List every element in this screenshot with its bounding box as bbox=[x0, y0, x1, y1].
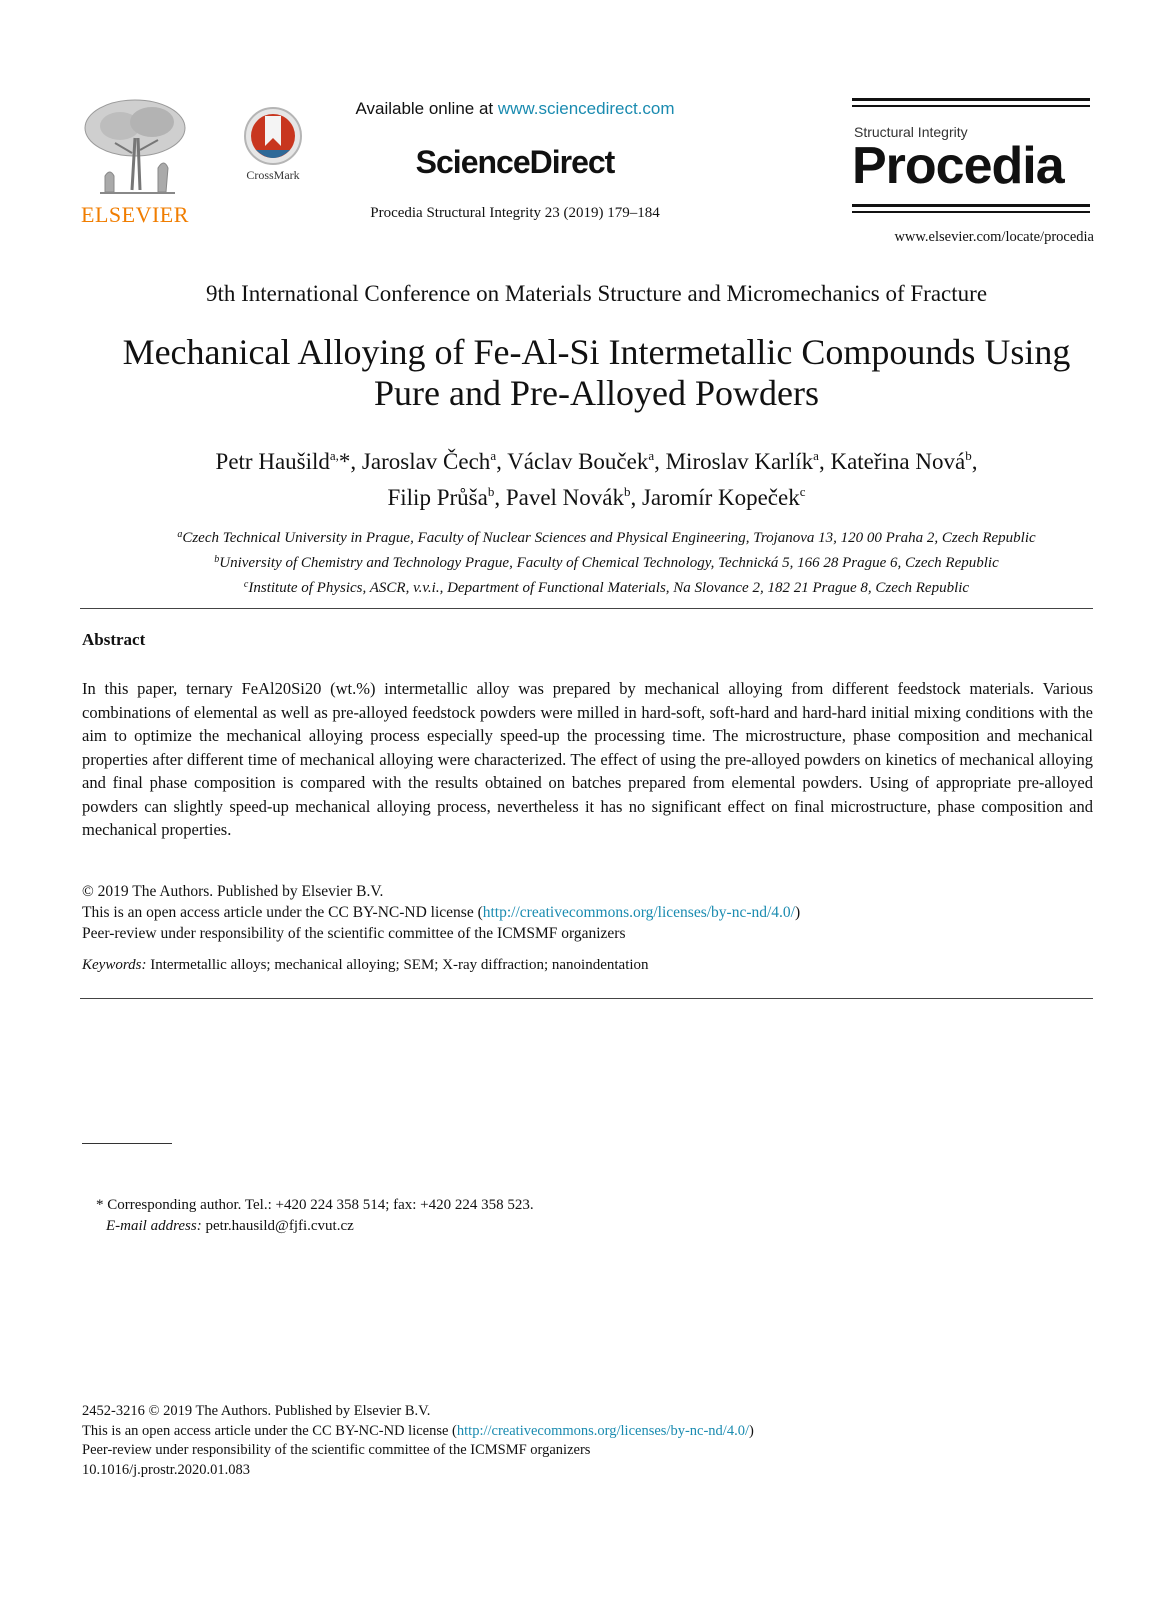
title-line-1: Mechanical Alloying of Fe-Al-Si Intermetallic Compounds Using bbox=[122, 332, 1071, 372]
procedia-bottom-rule bbox=[852, 204, 1090, 207]
keywords-label: Keywords: bbox=[82, 957, 147, 973]
footer-open-access-close: ) bbox=[748, 1422, 754, 1439]
crossmark-badge[interactable] bbox=[236, 106, 310, 184]
abstract-text: In this paper, ternary FeAl20Si20 (wt.%) intermetallic alloy was prepared by mechanical alloying from different feedstock materials. Various combinations of elemental as well as pre-alloyed feedstock powders were milled in hard-soft, soft-hard and hard-hard initial mixing conditions with the aim to optimize the mechanical alloying process especially speed-up the processing time. The microstructure, phase composition and mechanical properties after different time of mechanical alloying were characterized. The effect of using the pre-alloyed powders on kinetics of mechanical alloying and final phase composition is compared with the results obtained on batches prepared from elemental powders. Using of appropriate pre-alloyed powders can slightly speed-up mechanical alloying process, nevertheless it has no significant effect on final microstructure, phase composition and mechanical properties. bbox=[82, 679, 1093, 839]
author-affil-marker: a, bbox=[329, 448, 339, 463]
footer-open-access bbox=[82, 1422, 1082, 1442]
divider bbox=[80, 998, 1093, 999]
affiliation bbox=[60, 524, 1153, 549]
author-affil-marker: a bbox=[813, 448, 819, 463]
affiliation-marker: c bbox=[243, 579, 249, 590]
affiliation bbox=[60, 549, 1153, 574]
crossmark-icon bbox=[236, 106, 310, 168]
author-name: Kateřina Nová bbox=[830, 449, 966, 474]
author-name: Jaromír Kopeček bbox=[641, 485, 800, 510]
procedia-top-rule-thin bbox=[852, 105, 1090, 107]
affiliation-marker: a bbox=[177, 529, 183, 540]
author-name: Filip Průša bbox=[387, 485, 488, 510]
crossmark-label: CrossMark bbox=[246, 168, 300, 182]
footnote-rule bbox=[82, 1143, 172, 1144]
affiliation-text: Czech Technical University in Prague, Faculty of Nuclear Sciences and Physical Engineering, Trojanova 13, 120 00 Praha 2, Czech Republic bbox=[182, 530, 1036, 546]
keywords-text: Intermetallic alloys; mechanical alloying; SEM; X-ray diffraction; nanoindentation bbox=[150, 957, 649, 973]
author-affil-marker: b bbox=[965, 448, 972, 463]
footer-open-access-text: This is an open access article under the CC BY-NC-ND license ( bbox=[82, 1422, 457, 1439]
journal-url[interactable]: www.elsevier.com/locate/procedia bbox=[894, 229, 1094, 245]
corresponding-marker: * bbox=[338, 449, 351, 474]
author-name: Petr Haušild bbox=[215, 449, 330, 474]
keywords bbox=[82, 957, 1093, 974]
author-affil-marker: a bbox=[648, 448, 655, 463]
open-access-close: ) bbox=[794, 904, 801, 921]
elsevier-tree-icon bbox=[80, 98, 190, 198]
email-line bbox=[96, 1216, 896, 1237]
affiliation bbox=[60, 574, 1153, 599]
author-affil-marker: a bbox=[490, 448, 497, 463]
page-footer bbox=[82, 1402, 1082, 1480]
available-prefix: Available online at bbox=[355, 99, 498, 118]
footer-peer-review: Peer-review under responsibility of the scientific committee of the ICMSMF organizers bbox=[82, 1442, 591, 1458]
procedia-bottom-rule-thin bbox=[852, 211, 1090, 213]
elsevier-logo bbox=[80, 98, 190, 226]
footer-license-link[interactable]: http://creativecommons.org/licenses/by-nc-nd/4.0/ bbox=[456, 1422, 749, 1439]
conference-name: 9th International Conference on Materials Structure and Micromechanics of Fracture bbox=[205, 281, 988, 306]
elsevier-wordmark: ELSEVIER bbox=[81, 202, 189, 227]
author-name: Václav Bouček bbox=[507, 449, 649, 474]
journal-series: Structural Integrity bbox=[854, 124, 968, 140]
copyright-line: © 2019 The Authors. Published by Elsevier B.V. bbox=[82, 883, 384, 900]
author-affil-marker: b bbox=[623, 484, 631, 499]
author-name: Pavel Novák bbox=[505, 485, 624, 510]
author-line-2: Filip Průša$^b$, Pavel Novák$^b$, Jaromír Kopeček$^c$ bbox=[387, 484, 806, 510]
title-line-2: Pure and Pre-Alloyed Powders bbox=[374, 373, 819, 413]
author-name: Miroslav Karlík bbox=[665, 449, 814, 474]
journal-citation: Procedia Structural Integrity 23 (2019) 179–184 bbox=[370, 205, 660, 221]
affiliation-list bbox=[60, 524, 1153, 599]
doi[interactable]: 10.1016/j.prostr.2020.01.083 bbox=[82, 1461, 250, 1478]
affiliation-marker: b bbox=[214, 554, 220, 565]
open-access-line bbox=[82, 902, 1093, 923]
divider bbox=[80, 608, 1093, 609]
author-affil-marker: b bbox=[487, 484, 495, 499]
corresponding-line: * Corresponding author. Tel.: +420 224 358 514; fax: +420 224 358 523. bbox=[96, 1197, 534, 1213]
available-online bbox=[320, 99, 710, 119]
corresponding-author bbox=[96, 1195, 896, 1237]
abstract-heading: Abstract bbox=[82, 630, 146, 649]
email-address[interactable]: petr.hausild@fjfi.cvut.cz bbox=[205, 1218, 354, 1234]
author-name: Jaroslav Čech bbox=[361, 449, 491, 474]
issn-line: 2452-3216 © 2019 The Authors. Published by Elsevier B.V. bbox=[82, 1403, 431, 1419]
license-link[interactable]: http://creativecommons.org/licenses/by-nc-nd/4.0/ bbox=[482, 904, 795, 921]
affiliation-text: University of Chemistry and Technology Prague, Faculty of Chemical Technology, Technická 5, 166 28 Prague 6, Czech Republic bbox=[219, 555, 999, 571]
peer-review-line: Peer-review under responsibility of the scientific committee of the ICMSMF organizers bbox=[82, 925, 626, 942]
paper-title bbox=[70, 332, 1123, 414]
open-access-text: This is an open access article under the CC BY-NC-ND license ( bbox=[82, 904, 483, 921]
sciencedirect-link[interactable]: www.sciencedirect.com bbox=[497, 99, 675, 118]
journal-name: Procedia bbox=[852, 137, 1064, 195]
email-label: E-mail address: bbox=[106, 1218, 202, 1234]
procedia-top-rule bbox=[852, 98, 1090, 101]
author-affil-marker: c bbox=[799, 484, 806, 499]
author-list bbox=[60, 441, 1133, 513]
procedia-logo bbox=[852, 98, 1090, 222]
license-block bbox=[82, 881, 1093, 944]
sciencedirect-logo: ScienceDirect bbox=[415, 144, 615, 180]
author-line-1: Petr Haušild$^{a,}$*, Jaroslav Čech$^a$, Václav Bouček$^a$, Miroslav Karlík$^a$, Kateřina Nová$^b$, bbox=[215, 448, 978, 474]
affiliation-text: Institute of Physics, ASCR, v.v.i., Department of Functional Materials, Na Slovance 2, 182 21 Prague 8, Czech Republic bbox=[248, 580, 970, 596]
